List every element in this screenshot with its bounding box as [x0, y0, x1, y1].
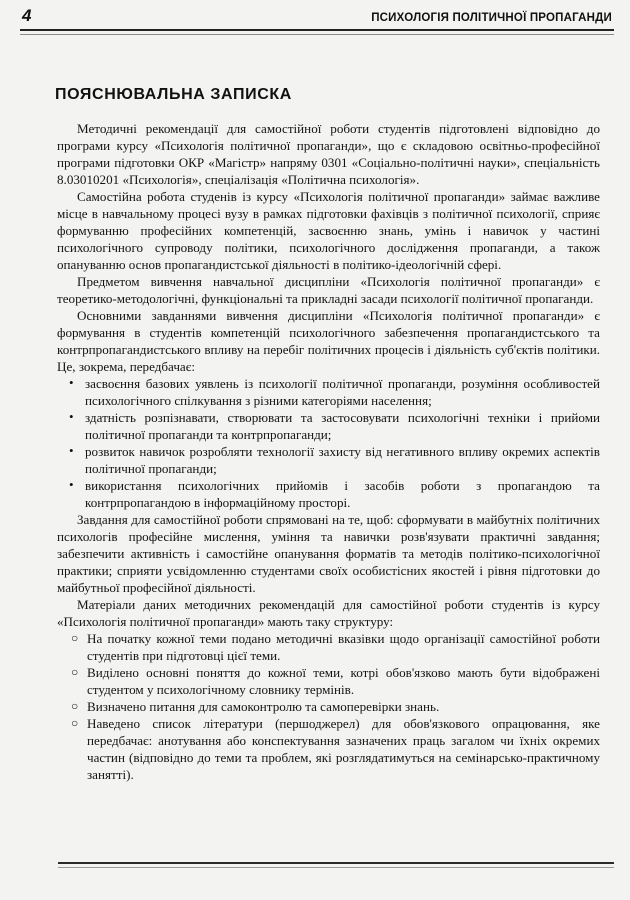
- paragraph-intro: Методичні рекомендації для самостійної роботи студентів підготовлені відповідно до програми курсу «Психологія політичної пропаганди», що є складовою освітньо-професійної програми підготовки ОКР «Магістр» напряму 0301 «Соціально-політичні науки», спеціальність 8.03010201 «Психологія», спеціалізація «Політична психологія».: [57, 121, 600, 187]
- circle-bullet-icon: ○: [71, 699, 79, 713]
- bullet-icon: •: [69, 477, 74, 492]
- page-number: 4: [22, 6, 32, 25]
- list-item: ○ Виділено основні поняття до кожної теми, котрі обов'язково мають бути відображені студентом у психологічному словнику термінів.: [71, 665, 600, 697]
- list-item: • використання психологічних прийомів і засобів роботи з пропагандою та контрпропагандою в інформаційному просторі.: [69, 477, 600, 510]
- running-title: ПСИХОЛОГІЯ ПОЛІТИЧНОЇ ПРОПАГАНДИ: [371, 12, 612, 24]
- paragraph-goals: Завдання для самостійної роботи спрямовані на те, щоб: сформувати в майбутніх політичних психологів професійне мислення, уміння та навички розв'язувати практичні завдання; забезпечити активність і самостійне опанування форматів та методів політико-психологічної практики; сприяти усвідомленню студентами своїх особистісних якостей і рівня підготовки до майбутньої професійної діяльності.: [57, 512, 600, 595]
- list-item: • здатність розпізнавати, створювати та застосовувати психологічні техніки і прийоми політичної пропаганди та контрпропаганди;: [69, 409, 600, 442]
- body-text: [57, 120, 600, 783]
- list-item: ○ Визначено питання для самоконтролю та самоперевірки знань.: [71, 699, 440, 714]
- footer-rule-thin: [58, 867, 614, 868]
- circle-bullet-icon: ○: [71, 665, 79, 679]
- list-item: ○ Наведено список літератури (першоджерел) для обов'язкового опрацювання, яке передбачає: анотування або конспектування зазначених праць загалом чи їхніх окремих частин (відповідно до теми та проблем, які розглядатимуться на семінарсько-практичному занятті).: [71, 716, 600, 782]
- bullet-icon: •: [69, 443, 74, 458]
- paragraph-structure: Матеріали даних методичних рекомендацій для самостійної роботи студентів із курсу «Психологія політичної пропаганди» мають таку структуру:: [57, 597, 600, 629]
- list-item: ○ На початку кожної теми подано методичні вказівки щодо організації самостійної роботи студентів при підготовці цієї теми.: [71, 631, 600, 663]
- paragraph-tasks: Основними завданнями вивчення дисципліни «Психологія політичної пропаганди» є формування в студентів компетенцій психологічного забезпечення пропагандистського та контрпропагандистського впливу на перебіг політичних процесів і діяльність суб'єктів політики. Це, зокрема, передбачає:: [57, 308, 600, 374]
- header-rule: [20, 29, 614, 31]
- circle-bullet-icon: ○: [71, 716, 79, 730]
- bullet-icon: •: [69, 375, 74, 390]
- list-item: • засвоєння базових уявлень із психології політичної пропаганди, розуміння особливостей психологічного спілкування з різними категоріями населення;: [69, 375, 600, 408]
- paragraph-subject: Предметом вивчення навчальної дисципліни «Психологія політичної пропаганди» є теоретико-методологічні, функціональні та прикладні засади психології політичної пропаганди.: [57, 274, 600, 306]
- bullet-icon: •: [69, 409, 74, 424]
- header-rule-thin: [20, 34, 614, 35]
- paragraph-independent-work: Самостійна робота студенів із курсу «Психологія політичної пропаганди» займає важливе місце в навчальному процесі вузу в рамках підготовки фахівців з політичної психології, сприяє формуванню професійних компетенцій, засвоєнню знань, умінь і навичок у частині психологічного супроводу політики, психологічного дослідження пропаганди, а також опануванню основ пропагандистської діяльності в політико-ідеологічній сфері.: [57, 189, 600, 272]
- list-item: • розвиток навичок розробляти технології захисту від негативного впливу окремих аспектів політичної пропаганди;: [69, 443, 600, 476]
- task-list: [57, 375, 600, 511]
- circle-bullet-icon: ○: [71, 631, 79, 645]
- section-title: ПОЯСНЮВАЛЬНА ЗАПИСКА: [55, 86, 292, 103]
- footer-rule: [58, 862, 614, 864]
- structure-list: [57, 630, 600, 783]
